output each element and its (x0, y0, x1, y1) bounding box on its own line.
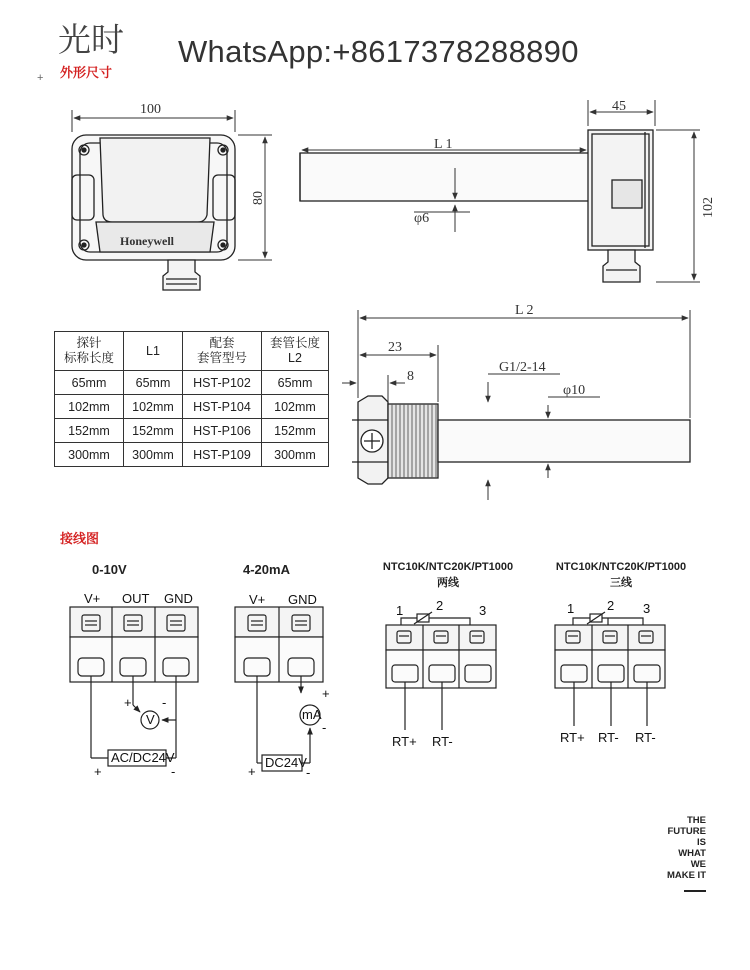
header-probe-length-l1: 探针 (76, 336, 102, 350)
table-row (55, 443, 329, 467)
table-cell: 102mm (262, 395, 329, 419)
two-wire-sensor-types: NTC10K/NTC20K/PT1000 (382, 561, 514, 573)
ammeter-minus: - (322, 720, 327, 735)
nut-width-label: 8 (407, 369, 414, 384)
two-wire-pin-2: 2 (436, 598, 444, 613)
housing-side-view (300, 130, 653, 282)
three-wire-sensor-types: NTC10K/NTC20K/PT1000 (555, 561, 687, 573)
two-wire-pin-3: 3 (479, 603, 487, 618)
current-supply-minus: - (306, 765, 311, 780)
table-cell: HST-P104 (183, 395, 262, 419)
thread-spec-label: G1/2-14 (499, 360, 546, 375)
table-cell: 65mm (55, 371, 124, 395)
current-wiring-title: 4-20mA (243, 562, 290, 577)
table-cell: 300mm (124, 443, 183, 467)
table-cell: 102mm (124, 395, 183, 419)
probe-length-label: L 1 (434, 137, 453, 152)
table-cell: 300mm (55, 443, 124, 467)
current-supply-label: DC24V (265, 755, 307, 770)
table-cell: HST-P106 (183, 419, 262, 443)
current-supply-plus: + (248, 764, 256, 779)
voltage-supply-plus: + (94, 764, 102, 779)
housing-height-label: 80 (251, 191, 266, 205)
three-wire-output-rtminus-2: RT- (635, 730, 656, 745)
sleeve-length-label: L 2 (515, 303, 534, 318)
plus-mark: + (37, 72, 44, 84)
slogan-line: THE (687, 815, 706, 826)
thread-length-label: 23 (388, 340, 402, 355)
table-cell: HST-P109 (183, 443, 262, 467)
voltage-terminal-out: OUT (122, 591, 150, 606)
slogan-line: WE (690, 859, 706, 870)
dimensions-section-title: 外形尺寸 (60, 65, 113, 80)
current-terminal-gnd: GND (288, 592, 317, 607)
wiring-diagram (0, 580, 750, 780)
three-wire-terminal-block (555, 612, 665, 726)
voltage-supply-label: AC/DC24V (111, 750, 175, 765)
thermowell-sleeve (352, 396, 690, 484)
table-row (55, 395, 329, 419)
table-cell: 102mm (55, 395, 124, 419)
slogan-line: WHAT (678, 848, 706, 859)
table-cell: 152mm (124, 419, 183, 443)
three-wire-pin-2: 2 (607, 598, 615, 613)
table-row (55, 371, 329, 395)
table-cell: HST-P102 (183, 371, 262, 395)
voltage-supply-minus: - (171, 764, 176, 779)
voltage-terminal-gnd: GND (164, 591, 193, 606)
three-wire-output-rtminus-1: RT- (598, 730, 619, 745)
header-sleeve-model-l1: 配套 (209, 336, 235, 350)
table-cell: 65mm (262, 371, 329, 395)
header-sleeve-model-l2: 套管型号 (196, 351, 247, 365)
table-cell: 152mm (262, 419, 329, 443)
slogan (658, 815, 706, 881)
current-terminal-block (235, 607, 323, 771)
ammeter-symbol: mA (302, 707, 322, 722)
voltage-terminal-vplus: V+ (84, 591, 101, 606)
header-sleeve-length (262, 332, 329, 371)
probe-diameter-label: φ6 (414, 211, 430, 226)
table-row (55, 419, 329, 443)
header-sleeve-model (183, 332, 262, 371)
slogan-underline (684, 890, 706, 892)
two-wire-output-rtminus: RT- (432, 734, 453, 749)
two-wire-subtitle: 两线 (437, 577, 459, 589)
housing-depth-label: 45 (612, 99, 626, 114)
header-l1: L1 (124, 332, 183, 371)
three-wire-pin-1: 1 (567, 601, 575, 616)
honeywell-logo: Honeywell (120, 234, 174, 248)
two-wire-pin-1: 1 (396, 603, 404, 618)
slogan-line: IS (697, 837, 706, 848)
slogan-line: FUTURE (667, 826, 706, 837)
spec-table (54, 331, 329, 467)
table-cell: 152mm (55, 419, 124, 443)
ammeter-plus: + (322, 686, 330, 701)
voltmeter-minus: - (162, 695, 167, 710)
total-height-label: 102 (701, 197, 716, 218)
table-header-row (55, 332, 329, 371)
whatsapp-contact: WhatsApp:+8617378288890 (178, 34, 579, 69)
two-wire-terminal-block (386, 612, 496, 730)
table-cell: 65mm (124, 371, 183, 395)
sleeve-diameter-label: φ10 (563, 383, 586, 398)
three-wire-subtitle: 三线 (610, 577, 632, 589)
header-sleeve-length-l2: L2 (288, 351, 302, 365)
three-wire-pin-3: 3 (643, 601, 651, 616)
housing-front-view (72, 135, 235, 290)
header-probe-length (55, 332, 124, 371)
voltmeter-plus: + (124, 695, 132, 710)
two-wire-output-rtplus: RT+ (392, 734, 417, 749)
slogan-line: MAKE IT (666, 870, 706, 881)
voltage-terminal-block (70, 607, 198, 766)
header-sleeve-length-l1: 套管长度 (269, 336, 320, 350)
table-cell: 300mm (262, 443, 329, 467)
brand-logo: 光时 (58, 20, 124, 59)
voltage-wiring-title: 0-10V (92, 562, 127, 577)
header-probe-length-l2: 标称长度 (63, 351, 114, 365)
current-terminal-vplus: V+ (249, 592, 266, 607)
voltmeter-symbol: V (146, 712, 155, 727)
three-wire-output-rtplus: RT+ (560, 730, 585, 745)
wiring-section-title: 接线图 (60, 531, 100, 546)
housing-width-label: 100 (140, 102, 161, 117)
